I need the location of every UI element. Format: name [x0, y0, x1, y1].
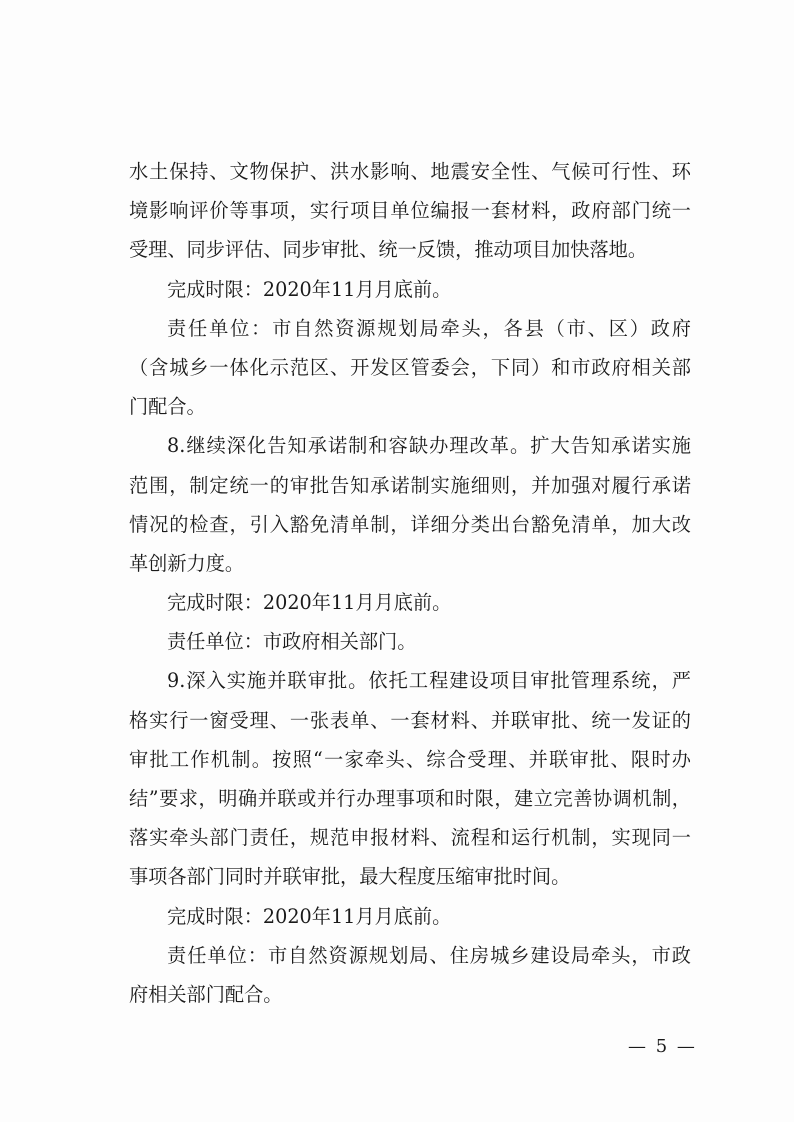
text-line: 境影响评价等事项，实行项目单位编报一套材料，政府部门统一: [129, 199, 691, 223]
text-line: 8.继续深化告知承诺制和容缺办理改革。扩大告知承诺实施: [167, 434, 691, 458]
text-line: 责任单位：市自然资源规划局、住房城乡建设局牵头，市政: [167, 943, 691, 967]
text-line: 审批工作机制。按照“一家牵头、综合受理、并联审批、限时办: [129, 747, 691, 771]
text-line: （含城乡一体化示范区、开发区管委会，下同）和市政府相关部: [129, 355, 691, 379]
text-line: 结”要求，明确并联或并行办理事项和时限，建立完善协调机制，: [129, 787, 691, 810]
text-line: 门配合。: [129, 395, 206, 419]
body-text: [129, 152, 691, 1014]
text-line: 水土保持、文物保护、洪水影响、地震安全性、气候可行性、环: [129, 160, 691, 183]
text-line: 落实牵头部门责任，规范申报材料、流程和运行机制，实现同一: [129, 826, 691, 850]
page-number: — 5 —: [628, 1036, 697, 1057]
text-line: 完成时限：2020年11月月底前。: [167, 277, 452, 301]
text-line: 责任单位：市自然资源规划局牵头，各县（市、区）政府: [167, 316, 691, 340]
text-line: 受理、同步评估、同步审批、统一反馈，推动项目加快落地。: [129, 238, 648, 262]
text-line: 完成时限：2020年11月月底前。: [167, 904, 452, 928]
text-line: 完成时限：2020年11月月底前。: [167, 591, 452, 615]
text-line: 责任单位：市政府相关部门。: [167, 630, 417, 654]
text-line: 范围，制定统一的审批告知承诺制实施细则，并加强对履行承诺: [129, 473, 691, 497]
text-line: 9.深入实施并联审批。依托工程建设项目审批管理系统，严: [167, 669, 691, 693]
text-line: 府相关部门配合。: [129, 982, 283, 1006]
text-line: 格实行一窗受理、一张表单、一套材料、并联审批、统一发证的: [129, 708, 691, 732]
text-line: 情况的检查，引入豁免清单制，详细分类出台豁免清单，加大改: [129, 512, 691, 536]
text-line: 事项各部门同时并联审批，最大程度压缩审批时间。: [129, 865, 571, 889]
text-line: 革创新力度。: [129, 551, 245, 575]
